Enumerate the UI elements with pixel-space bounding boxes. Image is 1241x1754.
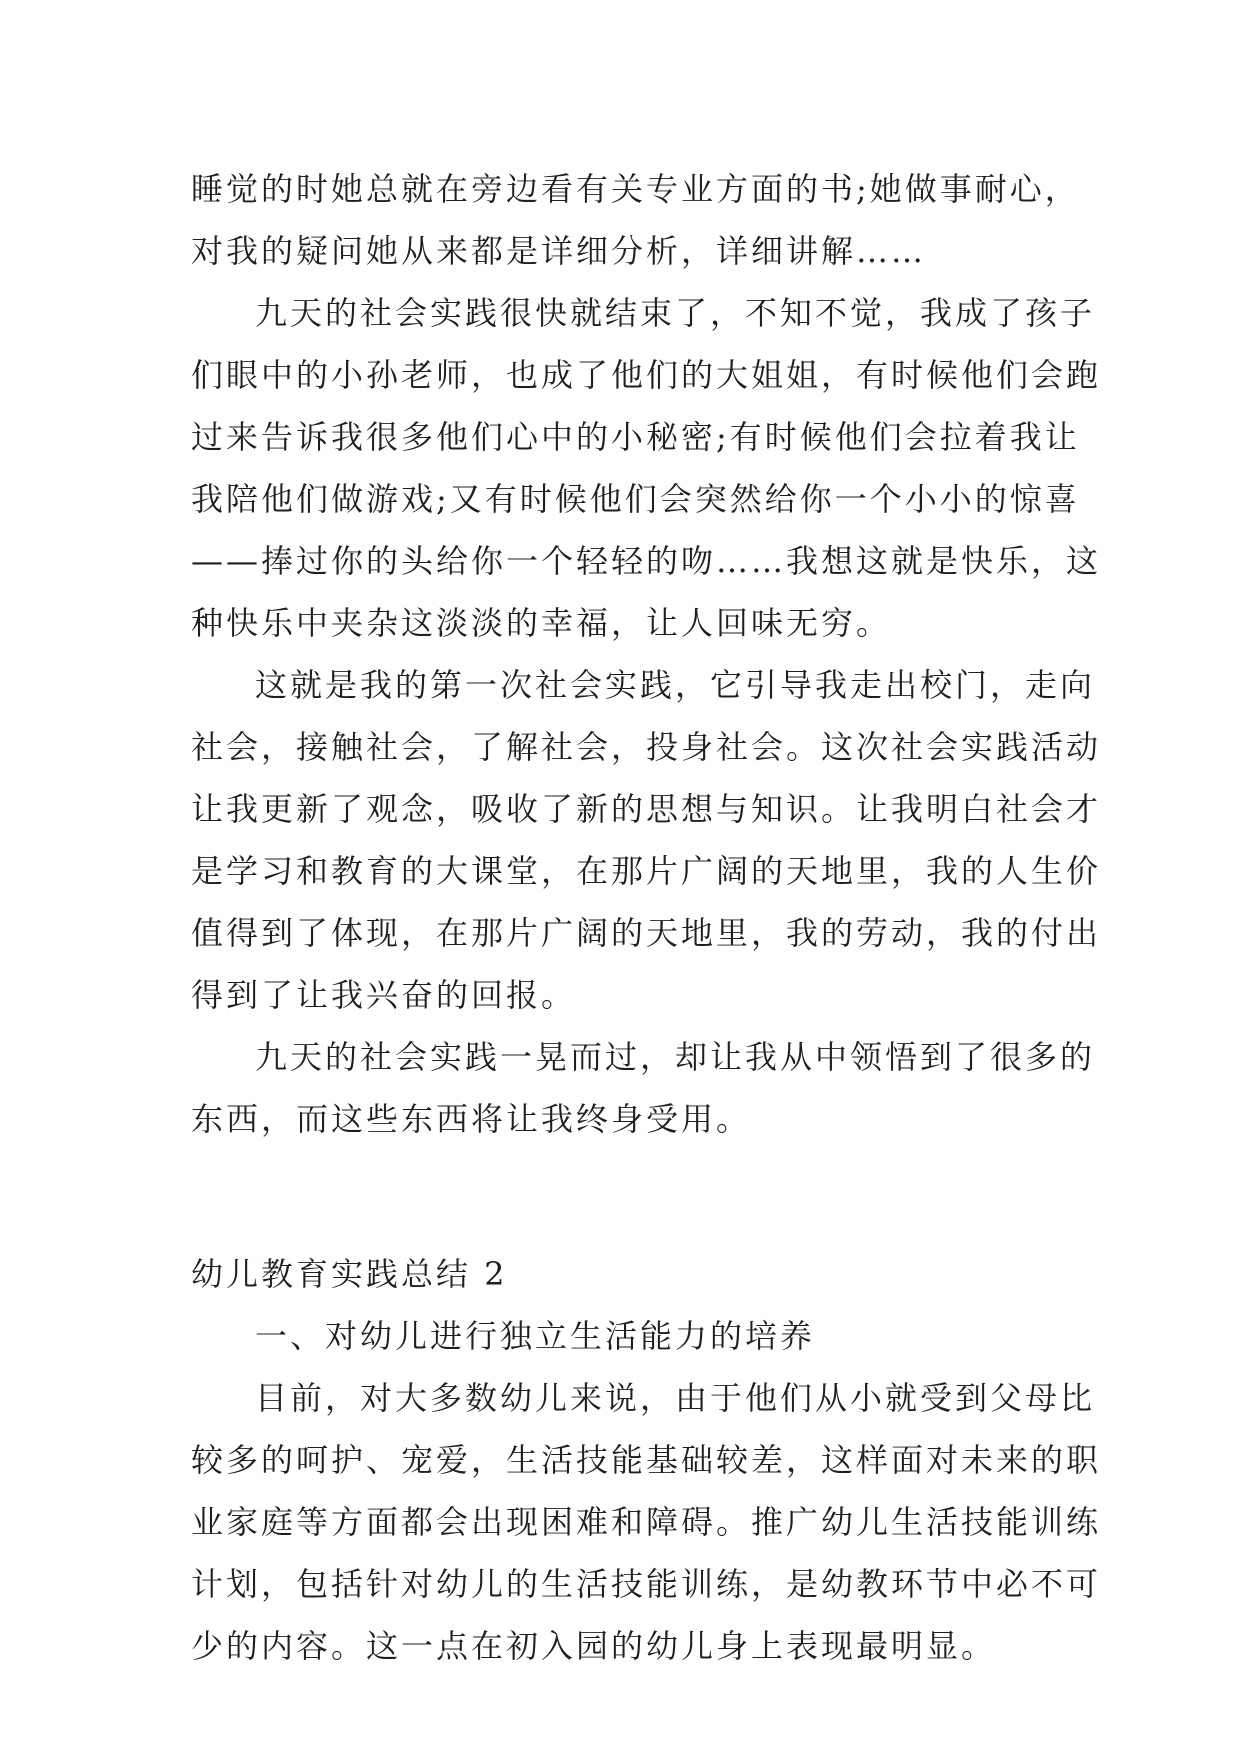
text-line: 业家庭等方面都会出现困难和障碍。推广幼儿生活技能训练	[191, 1503, 1102, 1541]
text-line: 让我更新了观念，吸收了新的思想与知识。让我明白社会才	[191, 790, 1102, 828]
text-line: 社会，接触社会，了解社会，投身社会。这次社会实践活动	[191, 728, 1102, 766]
text-line: 睡觉的时她总就在旁边看有关专业方面的书;她做事耐心，	[191, 170, 1080, 208]
text-line: 得到了让我兴奋的回报。	[191, 976, 577, 1014]
section-title: 幼儿教育实践总结 2	[191, 1255, 508, 1293]
paragraph	[191, 1367, 1102, 1677]
text-line: 种快乐中夹杂这淡淡的幸福，让人回味无穷。	[191, 604, 892, 642]
text-line: 这就是我的第一次社会实践，它引导我走出校门，走向	[255, 666, 1096, 704]
paragraph	[191, 1026, 1096, 1150]
text-line: 少的内容。这一点在初入园的幼儿身上表现最明显。	[191, 1627, 997, 1665]
text-line: 过来告诉我很多他们心中的小秘密;有时候他们会拉着我让	[191, 418, 1080, 456]
document-body	[191, 158, 1102, 1677]
text-line: 计划，包括针对幼儿的生活技能训练，是幼教环节中必不可	[191, 1565, 1102, 1603]
text-line: 值得到了体现，在那片广阔的天地里，我的劳动，我的付出	[191, 914, 1102, 952]
text-line: 我陪他们做游戏;又有时候他们会突然给你一个小小的惊喜	[191, 480, 1080, 518]
paragraph	[191, 654, 1102, 1026]
subheading: 一、对幼儿进行独立生活能力的培养	[255, 1317, 816, 1355]
text-line: 九天的社会实践一晃而过，却让我从中领悟到了很多的	[255, 1038, 1096, 1076]
paragraph-continued	[191, 158, 1080, 282]
paragraph	[191, 282, 1102, 654]
text-line: ——捧过你的头给你一个轻轻的吻……我想这就是快乐，这	[191, 542, 1102, 580]
text-line: 东西，而这些东西将让我终身受用。	[191, 1100, 752, 1138]
text-line: 目前，对大多数幼儿来说，由于他们从小就受到父母比	[255, 1379, 1096, 1417]
text-line: 是学习和教育的大课堂，在那片广阔的天地里，我的人生价	[191, 852, 1102, 890]
text-line: 对我的疑问她从来都是详细分析，详细讲解……	[191, 232, 927, 270]
text-line: 们眼中的小孙老师，也成了他们的大姐姐，有时候他们会跑	[191, 356, 1102, 394]
text-line: 较多的呵护、宠爱，生活技能基础较差，这样面对未来的职	[191, 1441, 1102, 1479]
section-spacer	[191, 1150, 1061, 1243]
text-line: 九天的社会实践很快就结束了，不知不觉，我成了孩子	[255, 294, 1096, 332]
